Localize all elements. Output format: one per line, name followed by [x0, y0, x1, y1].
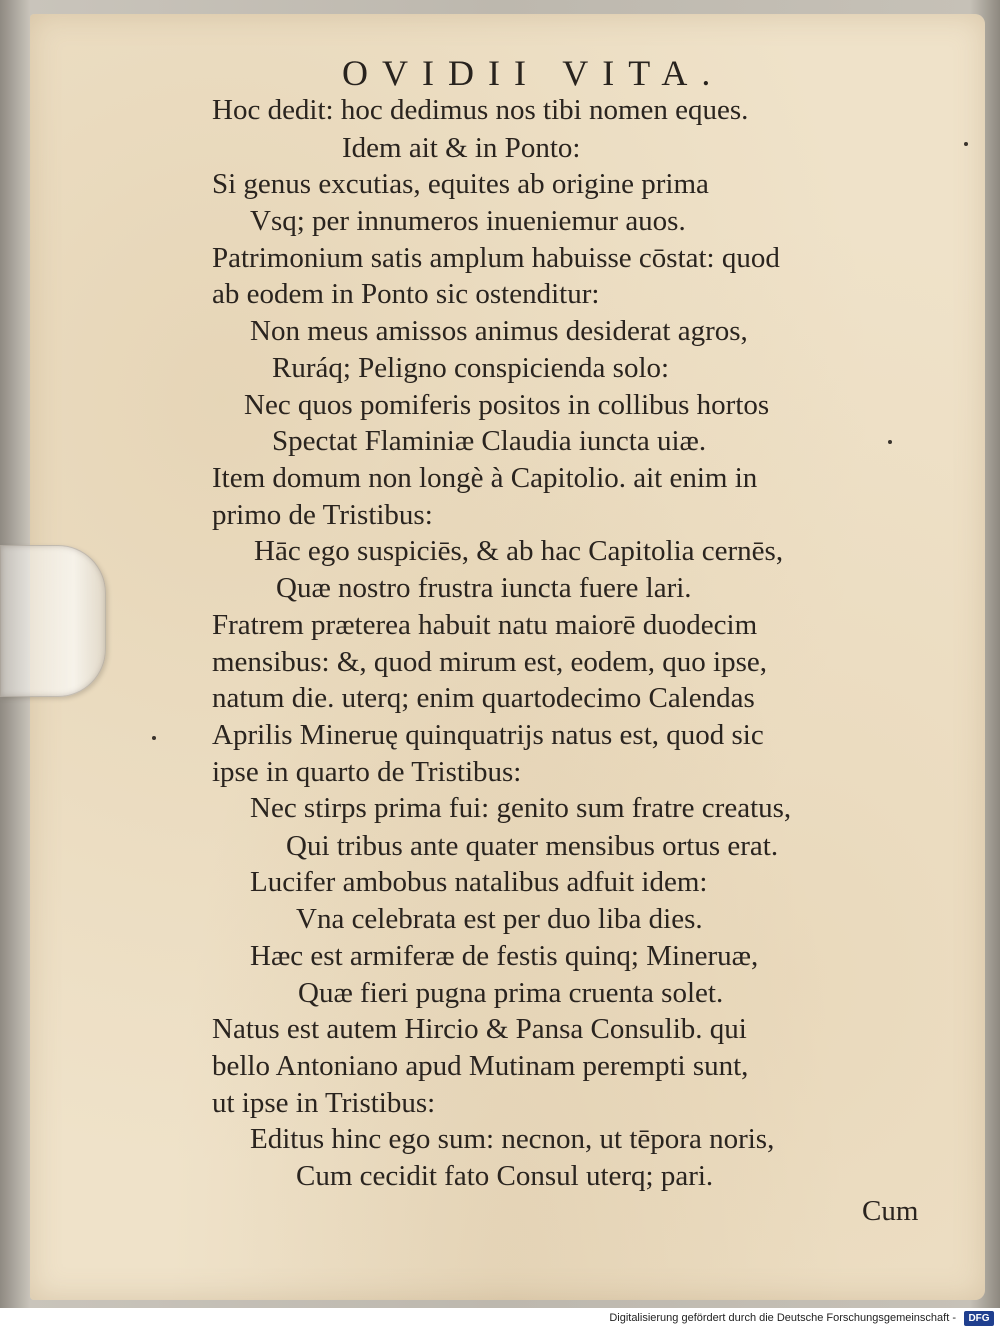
text-line: Quæ nostro frustra iuncta fuere lari. [276, 572, 692, 604]
dfg-logo: DFG [964, 1311, 994, 1326]
text-line: Spectat Flaminiæ Claudia iuncta uiæ. [272, 425, 707, 457]
text-line: ut ipse in Tristibus: [212, 1087, 436, 1119]
text-line: Hæc est armiferæ de festis quinq; Mineruæ, [250, 940, 759, 972]
text-line: Nec stirps prima fui: genito sum fratre creatus, [250, 792, 792, 824]
text-line: Hoc dedit: hoc dedimus nos tibi nomen eques. [212, 94, 749, 126]
text-line: Lucifer ambobus natalibus adfuit idem: [250, 866, 708, 898]
ink-speck [152, 736, 156, 740]
text-line: natum die. uterq; enim quartodecimo Calendas [212, 682, 755, 714]
text-line: bello Antoniano apud Mutinam perempti sunt, [212, 1050, 749, 1082]
text-line: Vna celebrata est per duo liba dies. [296, 903, 703, 935]
text-line: Qui tribus ante quater mensibus ortus erat. [286, 830, 779, 862]
ink-speck [888, 440, 892, 444]
footer-credit: Digitalisierung gefördert durch die Deutsche Forschungsgemeinschaft - [609, 1312, 956, 1324]
text-line: Editus hinc ego sum: necnon, ut tēpora noris, [250, 1123, 775, 1155]
ink-speck [964, 142, 968, 146]
text-line: mensibus: &, quod mirum est, eodem, quo ipse, [212, 646, 767, 678]
text-line: ipse in quarto de Tristibus: [212, 756, 522, 788]
text-line: Natus est autem Hircio & Pansa Consulib. qui [212, 1013, 747, 1045]
page-clasp-overlay [0, 545, 106, 697]
text-line: Patrimonium satis amplum habuisse cōstat: quod [212, 242, 780, 274]
text-line: primo de Tristibus: [212, 499, 433, 531]
text-line: ab eodem in Ponto sic ostenditur: [212, 278, 600, 310]
digitization-footer [0, 1308, 1000, 1329]
text-line: Si genus excutias, equites ab origine prima [212, 168, 709, 200]
text-line: Hāc ego suspiciēs, & ab hac Capitolia cernēs, [254, 535, 784, 567]
text-line: Idem ait & in Ponto: [342, 132, 581, 164]
text-line: Fratrem præterea habuit natu maiorē duodecim [212, 609, 758, 641]
running-head: OVIDII VITA. [342, 53, 725, 93]
text-line: Ruráq; Peligno conspicienda solo: [272, 352, 670, 384]
text-line: Cum cecidit fato Consul uterq; pari. [296, 1160, 714, 1192]
catchword: Cum [862, 1195, 919, 1227]
text-line: Nec quos pomiferis positos in collibus hortos [244, 389, 770, 421]
text-line: Vsq; per innumeros inueniemur auos. [250, 205, 686, 237]
text-line: Item domum non longè à Capitolio. ait enim in [212, 462, 758, 494]
text-line: Quæ fieri pugna prima cruenta solet. [298, 977, 724, 1009]
text-line: Non meus amissos animus desiderat agros, [250, 315, 748, 347]
text-line: Aprilis Mineruę quinquatrijs natus est, quod sic [212, 719, 764, 751]
